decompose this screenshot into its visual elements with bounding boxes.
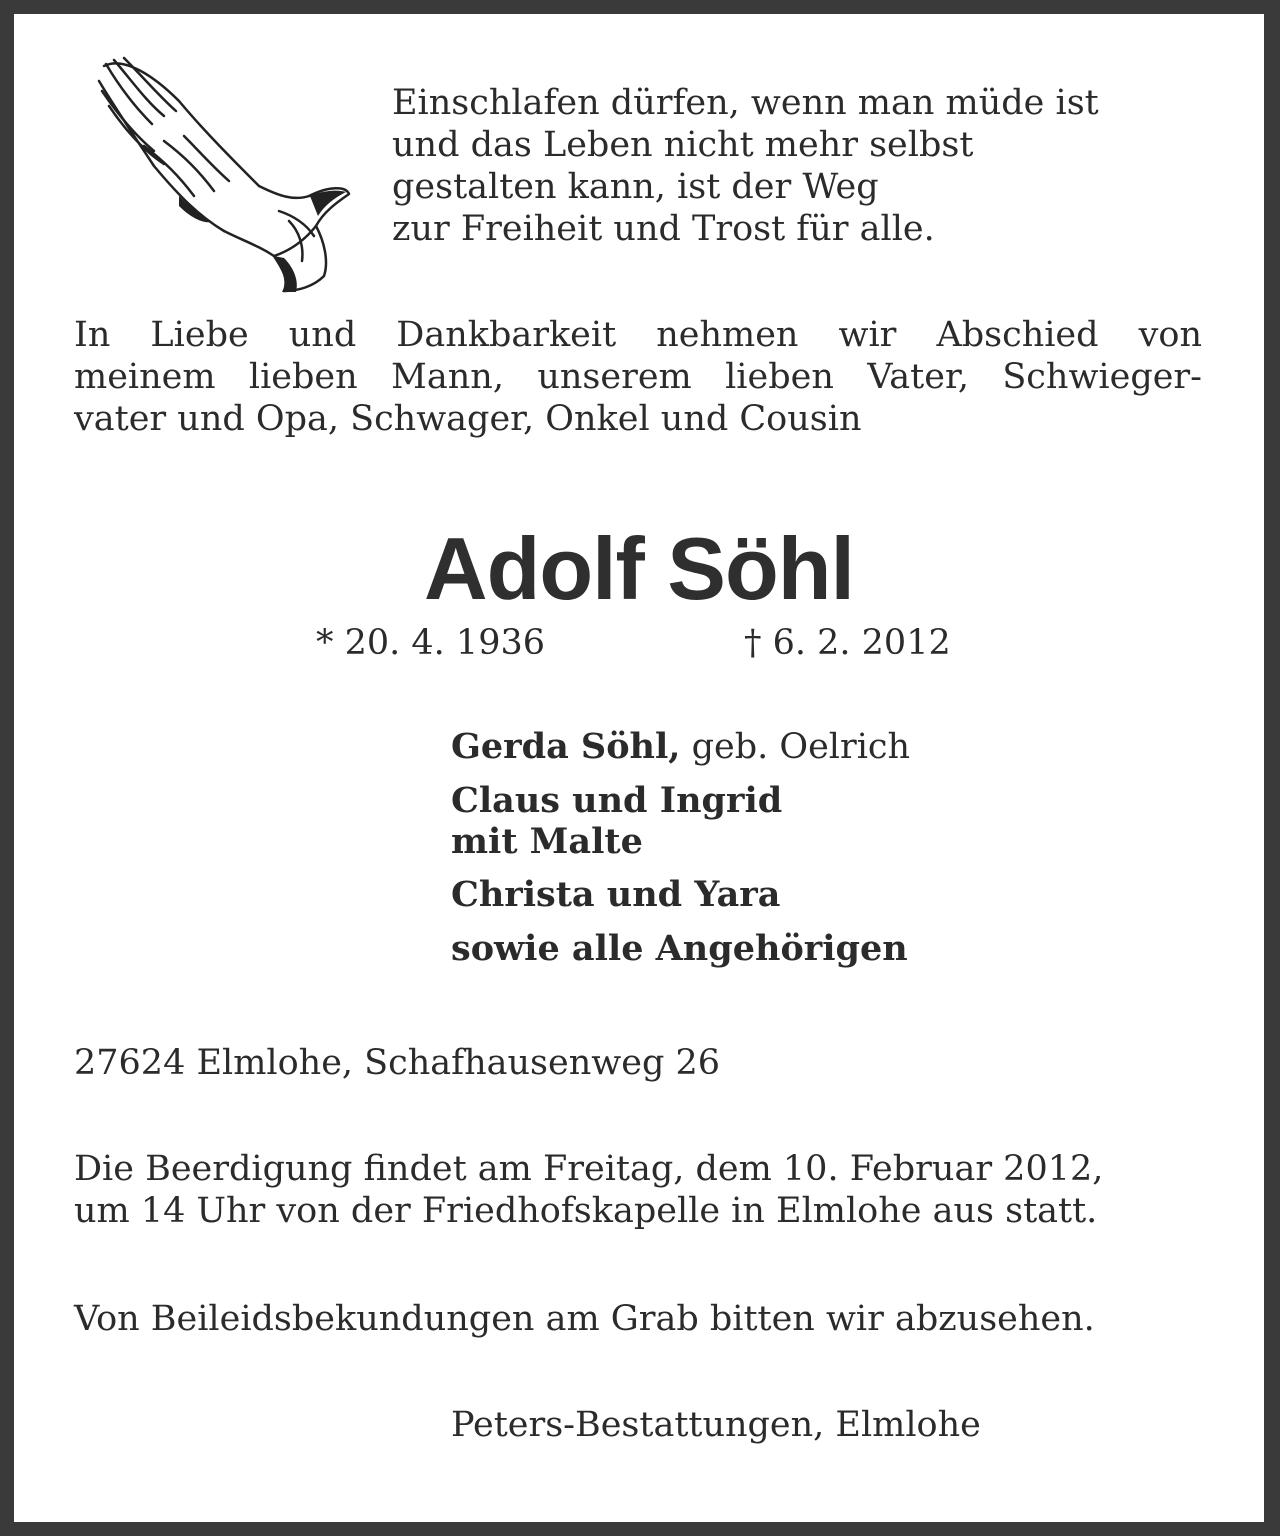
- mourners-list: [451, 726, 910, 982]
- intro-line: meinem lieben Mann, unserem lieben Vater, Schwieger-: [74, 357, 1202, 397]
- intro-line: In Liebe und Dankbarkeit nehmen wir Abschied von: [74, 315, 1202, 355]
- family-line: mit Malte: [451, 821, 643, 862]
- mourner-family: [451, 780, 910, 862]
- funeral-info: [74, 1148, 1103, 1232]
- mourner-spouse: [451, 726, 910, 768]
- undertaker: Peters-Bestattungen, Elmlohe: [451, 1405, 981, 1445]
- mourner-others: [451, 928, 910, 970]
- mourner-family: [451, 874, 910, 916]
- birth-date: * 20. 4. 1936: [316, 623, 546, 663]
- intro-line: vater und Opa, Schwager, Onkel und Cousin: [74, 399, 862, 439]
- funeral-line: um 14 Uhr von der Friedhofskapelle in Elmlohe aus statt.: [74, 1191, 1098, 1231]
- funeral-line: Die Beerdigung findet am Freitag, dem 10. Februar 2012,: [74, 1149, 1104, 1189]
- spouse-name: Gerda Söhl,: [451, 726, 681, 767]
- poem: [392, 82, 1099, 250]
- others-line: sowie alle Angehörigen: [451, 928, 908, 969]
- family-line: Christa und Yara: [451, 874, 781, 915]
- address: 27624 Elmlohe, Schafhausenweg 26: [74, 1043, 721, 1083]
- praying-hands-icon: [84, 46, 354, 296]
- poem-line: gestalten kann, ist der Weg: [392, 167, 879, 207]
- deceased-name: Adolf Söhl: [424, 519, 854, 618]
- obituary-notice: [14, 14, 1264, 1522]
- poem-line: Einschlafen dürfen, wenn man müde ist: [392, 83, 1099, 123]
- intro-text: [74, 314, 1202, 440]
- family-line: Claus und Ingrid: [451, 780, 783, 821]
- poem-line: zur Freiheit und Trost für alle.: [392, 209, 935, 249]
- death-date: † 6. 2. 2012: [744, 623, 951, 663]
- poem-line: und das Leben nicht mehr selbst: [392, 125, 974, 165]
- spouse-maiden-name: geb. Oelrich: [680, 727, 911, 767]
- condolence-note: Von Beileidsbekundungen am Grab bitten wir abzusehen.: [74, 1299, 1095, 1339]
